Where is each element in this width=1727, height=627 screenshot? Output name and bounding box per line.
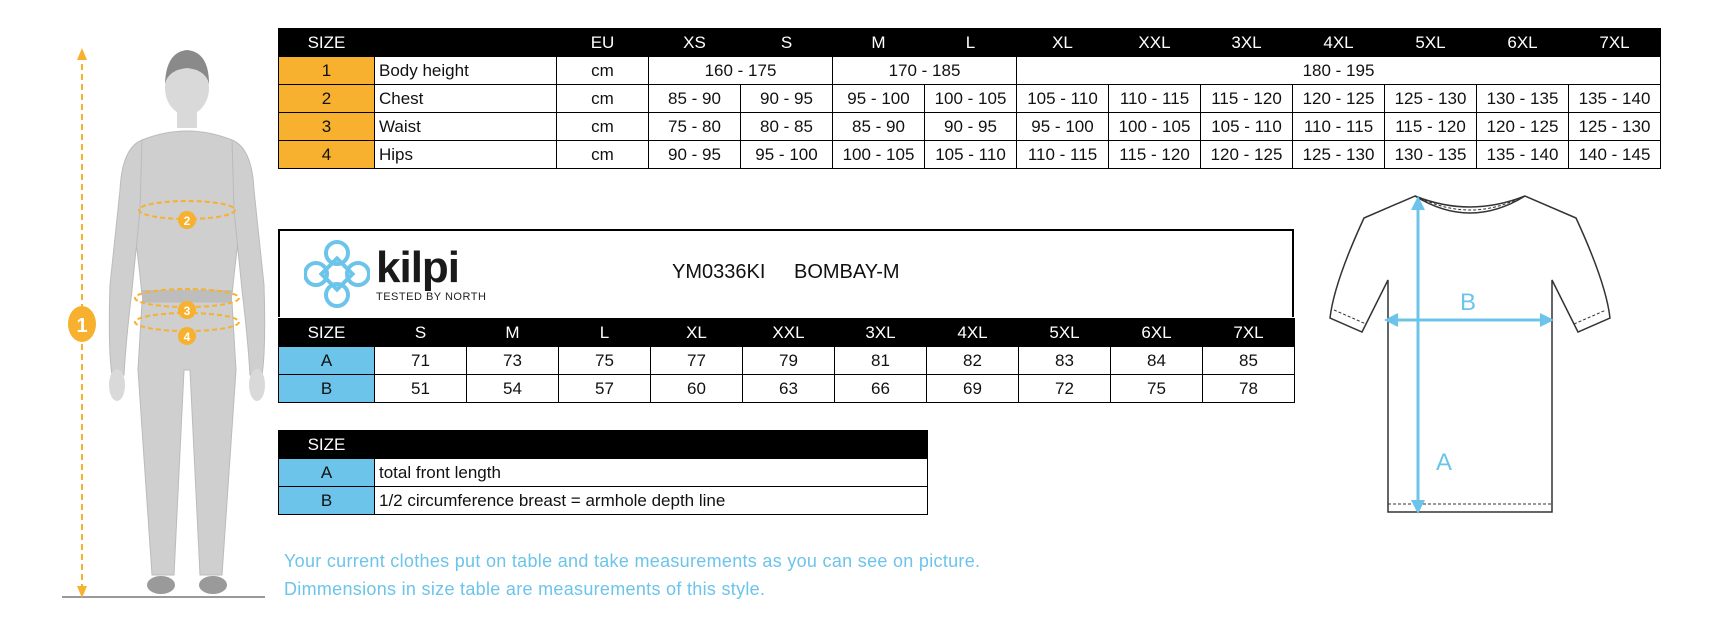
table-row [279, 113, 1661, 141]
row-label: Waist [375, 113, 557, 141]
value-cell: 115 - 120 [1201, 85, 1293, 113]
product-name: BOMBAY-M [794, 261, 900, 283]
value-cell: 120 - 125 [1293, 85, 1385, 113]
row-label: B [279, 487, 375, 515]
table-row [279, 85, 1661, 113]
header-cell: 6XL [1111, 319, 1203, 347]
marker-2 [178, 211, 196, 229]
header-cell: M [833, 29, 925, 57]
value-cell: 110 - 115 [1017, 141, 1109, 169]
value-cell: 110 - 115 [1109, 85, 1201, 113]
value-cell: 60 [651, 375, 743, 403]
value-cell: 78 [1203, 375, 1295, 403]
value-cell: 72 [1019, 375, 1111, 403]
human-body-figure [60, 40, 270, 610]
header-cell: XXL [1109, 29, 1201, 57]
value-cell: 105 - 110 [925, 141, 1017, 169]
header-cell: XS [649, 29, 741, 57]
header-cell: L [925, 29, 1017, 57]
value-cell: 75 [1111, 375, 1203, 403]
header-cell: SIZE [279, 431, 375, 459]
value-cell: 105 - 110 [1017, 85, 1109, 113]
row-number: 2 [279, 85, 375, 113]
unit-cell: cm [557, 57, 649, 85]
value-cell: 81 [835, 347, 927, 375]
table-row [279, 487, 928, 515]
garment-header-row [279, 319, 1295, 347]
value-cell: 125 - 130 [1293, 141, 1385, 169]
row-label: Chest [375, 85, 557, 113]
value-cell: 79 [743, 347, 835, 375]
row-number: 3 [279, 113, 375, 141]
header-cell: SIZE [279, 29, 375, 57]
header-cell: 3XL [835, 319, 927, 347]
value-cell: 83 [1019, 347, 1111, 375]
value-cell: 54 [467, 375, 559, 403]
header-cell: L [559, 319, 651, 347]
value-cell: 115 - 120 [1385, 113, 1477, 141]
header-cell: XXL [743, 319, 835, 347]
product-code: YM0336KI [672, 261, 766, 283]
value-cell: 160 - 175 [649, 57, 833, 85]
value-cell: 135 - 140 [1477, 141, 1569, 169]
value-cell: 82 [927, 347, 1019, 375]
value-cell: 69 [927, 375, 1019, 403]
value-cell: 85 [1203, 347, 1295, 375]
header-cell: 6XL [1477, 29, 1569, 57]
value-cell: 73 [467, 347, 559, 375]
value-cell: 85 - 90 [649, 85, 741, 113]
header-cell: XL [651, 319, 743, 347]
header-cell: 5XL [1019, 319, 1111, 347]
brand-header-box [278, 229, 1294, 317]
header-cell: S [741, 29, 833, 57]
brand-tagline: TESTED BY NORTH [376, 291, 487, 303]
table-row [279, 347, 1295, 375]
marker-3-label: 3 [183, 304, 191, 318]
header-cell: 5XL [1385, 29, 1477, 57]
value-cell: 120 - 125 [1477, 113, 1569, 141]
legend-header-row [279, 431, 928, 459]
unit-cell: cm [557, 113, 649, 141]
value-cell: 63 [743, 375, 835, 403]
table-row [279, 141, 1661, 169]
body-size-header-row [279, 29, 1661, 57]
brand-name: kilpi [376, 243, 460, 292]
marker-1 [68, 306, 96, 342]
value-cell: 95 - 100 [1017, 113, 1109, 141]
value-cell: 125 - 130 [1385, 85, 1477, 113]
measurement-a-label: A [1436, 449, 1453, 476]
tshirt-figure [1320, 188, 1620, 523]
legend-text: 1/2 circumference breast = armhole depth line [375, 487, 928, 515]
value-cell: 66 [835, 375, 927, 403]
value-cell: 80 - 85 [741, 113, 833, 141]
header-cell: SIZE [279, 319, 375, 347]
kilpi-logo-knot-icon [304, 239, 370, 309]
value-cell: 140 - 145 [1569, 141, 1661, 169]
legend-text: total front length [375, 459, 928, 487]
value-cell: 95 - 100 [833, 85, 925, 113]
header-cell [375, 29, 557, 57]
value-cell: 120 - 125 [1201, 141, 1293, 169]
instruction-note: Dimmensions in size table are measurements of this style. [284, 579, 766, 599]
garment-size-table [278, 318, 1295, 403]
value-cell: 180 - 195 [1017, 57, 1661, 85]
header-cell: M [467, 319, 559, 347]
value-cell: 77 [651, 347, 743, 375]
body-size-table [278, 28, 1661, 169]
marker-4-label: 4 [183, 330, 191, 344]
header-cell: 7XL [1203, 319, 1295, 347]
header-cell: S [375, 319, 467, 347]
header-cell: 4XL [1293, 29, 1385, 57]
marker-4 [178, 327, 196, 345]
value-cell: 90 - 95 [925, 113, 1017, 141]
value-cell: 75 - 80 [649, 113, 741, 141]
marker-2-label: 2 [183, 214, 191, 228]
value-cell: 100 - 105 [925, 85, 1017, 113]
value-cell: 95 - 100 [741, 141, 833, 169]
header-cell: 3XL [1201, 29, 1293, 57]
marker-3 [178, 301, 196, 319]
unit-cell: cm [557, 141, 649, 169]
header-cell [375, 431, 928, 459]
measurement-legend-table [278, 430, 928, 515]
header-cell: XL [1017, 29, 1109, 57]
row-number: 4 [279, 141, 375, 169]
value-cell: 84 [1111, 347, 1203, 375]
row-label: A [279, 459, 375, 487]
value-cell: 57 [559, 375, 651, 403]
unit-cell: cm [557, 85, 649, 113]
header-cell: 4XL [927, 319, 1019, 347]
value-cell: 90 - 95 [741, 85, 833, 113]
instruction-note: Your current clothes put on table and take measurements as you can see on picture. [284, 551, 981, 571]
table-row [279, 459, 928, 487]
value-cell: 100 - 105 [833, 141, 925, 169]
value-cell: 71 [375, 347, 467, 375]
value-cell: 75 [559, 347, 651, 375]
value-cell: 100 - 105 [1109, 113, 1201, 141]
row-label: B [279, 375, 375, 403]
value-cell: 85 - 90 [833, 113, 925, 141]
value-cell: 130 - 135 [1477, 85, 1569, 113]
row-label: A [279, 347, 375, 375]
value-cell: 170 - 185 [833, 57, 1017, 85]
header-cell: 7XL [1569, 29, 1661, 57]
value-cell: 135 - 140 [1569, 85, 1661, 113]
table-row [279, 57, 1661, 85]
value-cell: 110 - 115 [1293, 113, 1385, 141]
value-cell: 105 - 110 [1201, 113, 1293, 141]
value-cell: 51 [375, 375, 467, 403]
value-cell: 130 - 135 [1385, 141, 1477, 169]
value-cell: 90 - 95 [649, 141, 741, 169]
measurement-b-label: B [1460, 289, 1477, 316]
table-row [279, 375, 1295, 403]
value-cell: 115 - 120 [1109, 141, 1201, 169]
marker-1-label: 1 [76, 315, 88, 337]
row-label: Hips [375, 141, 557, 169]
row-number: 1 [279, 57, 375, 85]
row-label: Body height [375, 57, 557, 85]
header-cell: EU [557, 29, 649, 57]
value-cell: 125 - 130 [1569, 113, 1661, 141]
